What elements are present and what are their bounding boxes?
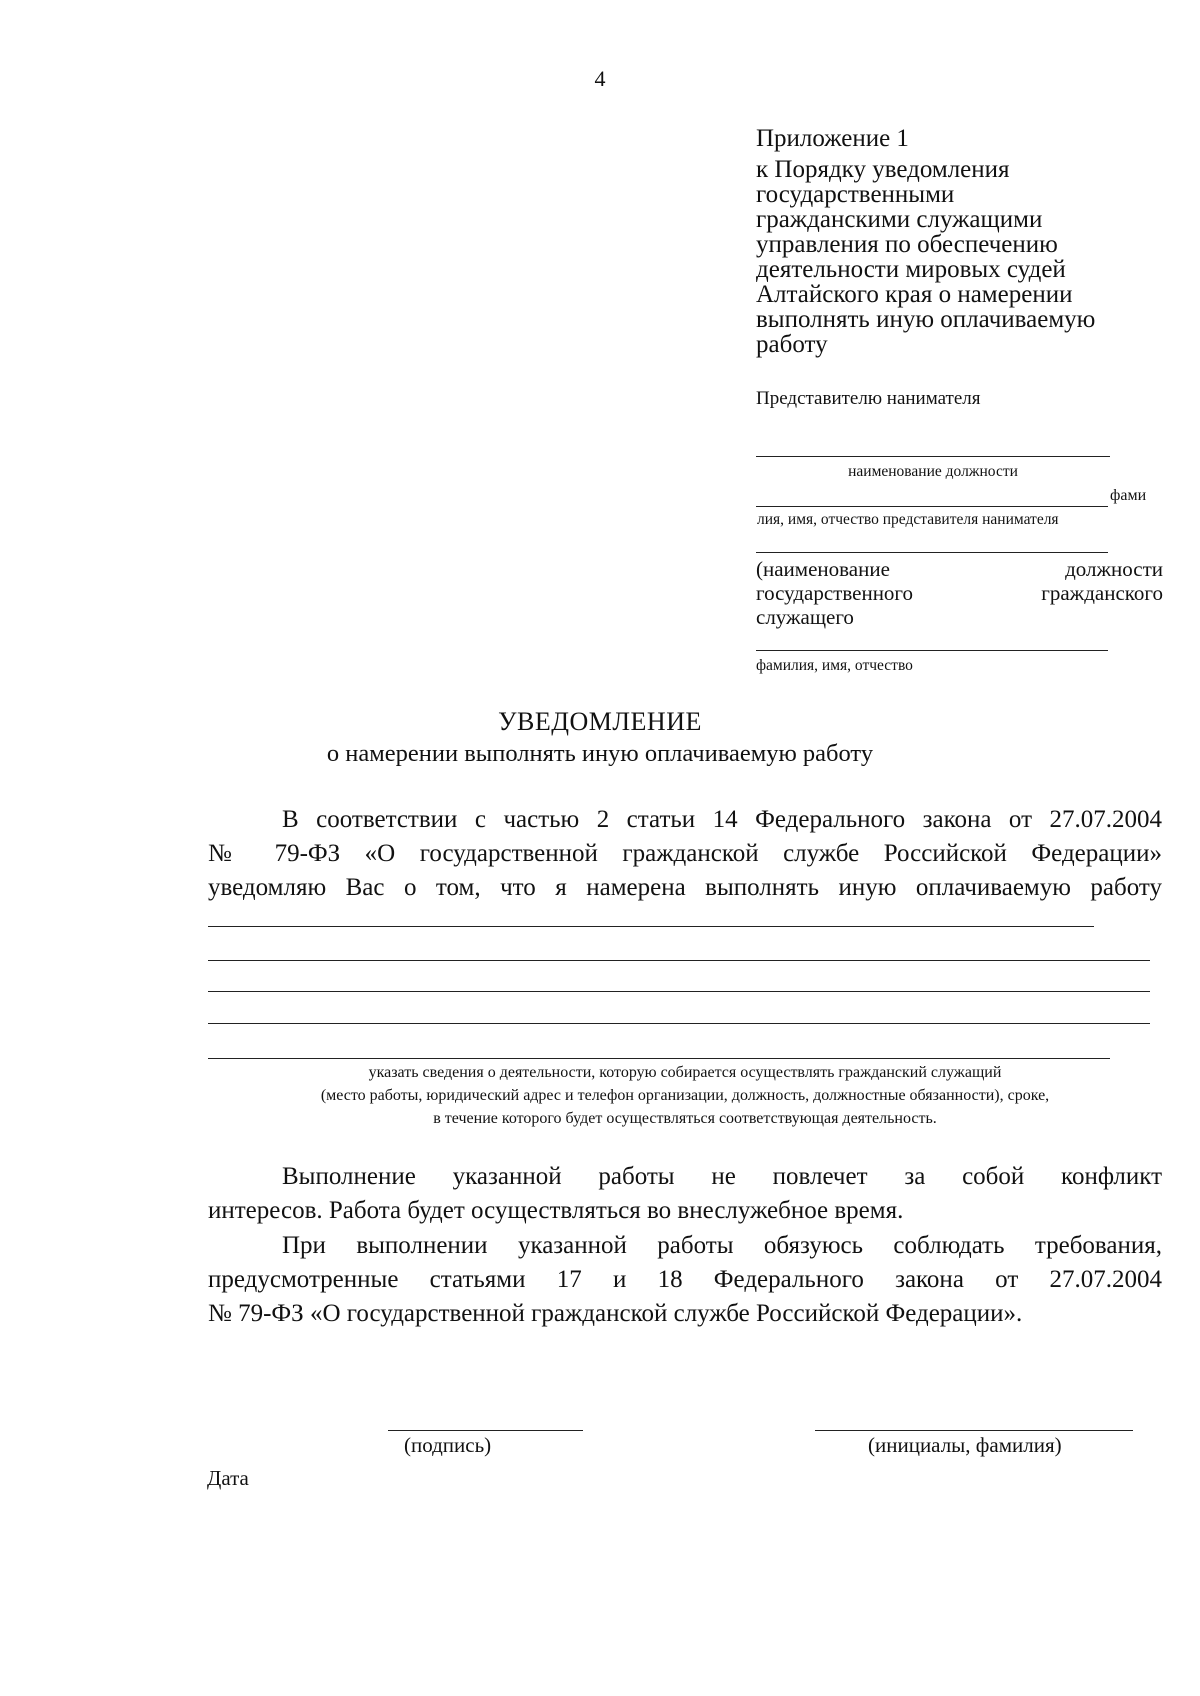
- employee-fio-caption: фамилия, имя, отчество: [756, 657, 913, 674]
- appendix-line: к Порядку уведомления: [756, 156, 1010, 183]
- paragraph-line: уведомляю Вас о том, что я намерена выполнять иную оплачиваемую работу: [208, 874, 1162, 901]
- appendix-line: управления по обеспечению: [756, 231, 1058, 258]
- activity-hint: [210, 1061, 1160, 1130]
- position-caption: наименование должности: [848, 463, 1018, 480]
- appendix-subtitle: [756, 157, 1176, 357]
- employee-caption-line: (наименование должности: [756, 557, 1163, 581]
- signature-caption: (подпись): [404, 1433, 492, 1457]
- notice-paragraph-2: [208, 1160, 1162, 1228]
- notice-subheading: о намерении выполнять иную оплачиваемую работу: [326, 740, 874, 767]
- activity-input-line-3[interactable]: [208, 991, 1150, 992]
- representative-fio-caption: лия, имя, отчество представителя нанимателя: [757, 511, 1059, 528]
- paragraph-line: Выполнение указанной работы не повлечет за собой конфликт: [282, 1163, 1162, 1190]
- employee-position-field[interactable]: [756, 552, 1108, 553]
- activity-input-line-5[interactable]: [208, 1058, 1110, 1059]
- initials-caption: (инициалы, фамилия): [868, 1433, 1062, 1457]
- representative-fio-field[interactable]: [756, 506, 1108, 507]
- initials-field[interactable]: [815, 1430, 1133, 1431]
- paragraph-line: В соответствии с частью 2 статьи 14 Федерального закона от 27.07.2004: [282, 806, 1162, 833]
- paragraph-line: предусмотренные статьями 17 и 18 Федерального закона от 27.07.2004: [208, 1266, 1162, 1293]
- employee-caption-line: государственного гражданского: [756, 581, 1163, 605]
- hint-line: (место работы, юридический адрес и телефон организации, должность, должностные обязанности), сроке,: [320, 1087, 1050, 1104]
- notice-paragraph-1: [208, 803, 1162, 905]
- employee-caption-line: служащего: [756, 605, 854, 629]
- appendix-line: гражданскими служащими: [756, 206, 1043, 233]
- activity-input-line-4[interactable]: [208, 1023, 1150, 1024]
- hint-line: указать сведения о деятельности, которую собирается осуществлять гражданский служащий: [368, 1064, 1002, 1081]
- appendix-line: государственными: [756, 181, 955, 208]
- notice-heading: УВЕДОМЛЕНИЕ: [498, 707, 702, 736]
- notice-paragraph-3: [208, 1229, 1162, 1331]
- representative-label: Представителю нанимателя: [756, 388, 981, 409]
- appendix-line: Алтайского края о намерении: [756, 281, 1073, 308]
- appendix-title: Приложение 1: [756, 125, 909, 152]
- position-field[interactable]: [756, 456, 1110, 457]
- appendix-line: работу: [756, 331, 828, 358]
- representative-fio-tail: фами: [1110, 487, 1147, 504]
- appendix-line: выполнять иную оплачиваемую: [756, 306, 1096, 333]
- page-number: 4: [594, 66, 606, 91]
- activity-input-line-1[interactable]: [208, 926, 1094, 927]
- hint-line: в течение которого будет осуществляться соответствующая деятельность.: [433, 1110, 937, 1127]
- paragraph-line: интересов. Работа будет осуществляться во внеслужебное время.: [208, 1197, 904, 1224]
- employee-position-caption: [756, 557, 1163, 629]
- date-label: Дата: [207, 1466, 249, 1490]
- paragraph-line: № 79-ФЗ «О государственной гражданской службе Российской Федерации».: [208, 1300, 1023, 1327]
- signature-field[interactable]: [388, 1430, 583, 1431]
- appendix-line: деятельности мировых судей: [756, 256, 1066, 283]
- paragraph-line: При выполнении указанной работы обязуюсь соблюдать требования,: [282, 1232, 1162, 1259]
- activity-input-line-2[interactable]: [208, 960, 1150, 961]
- employee-fio-field[interactable]: [756, 650, 1108, 651]
- paragraph-line: № 79-ФЗ «О государственной гражданской службе Российской Федерации»: [208, 840, 1162, 867]
